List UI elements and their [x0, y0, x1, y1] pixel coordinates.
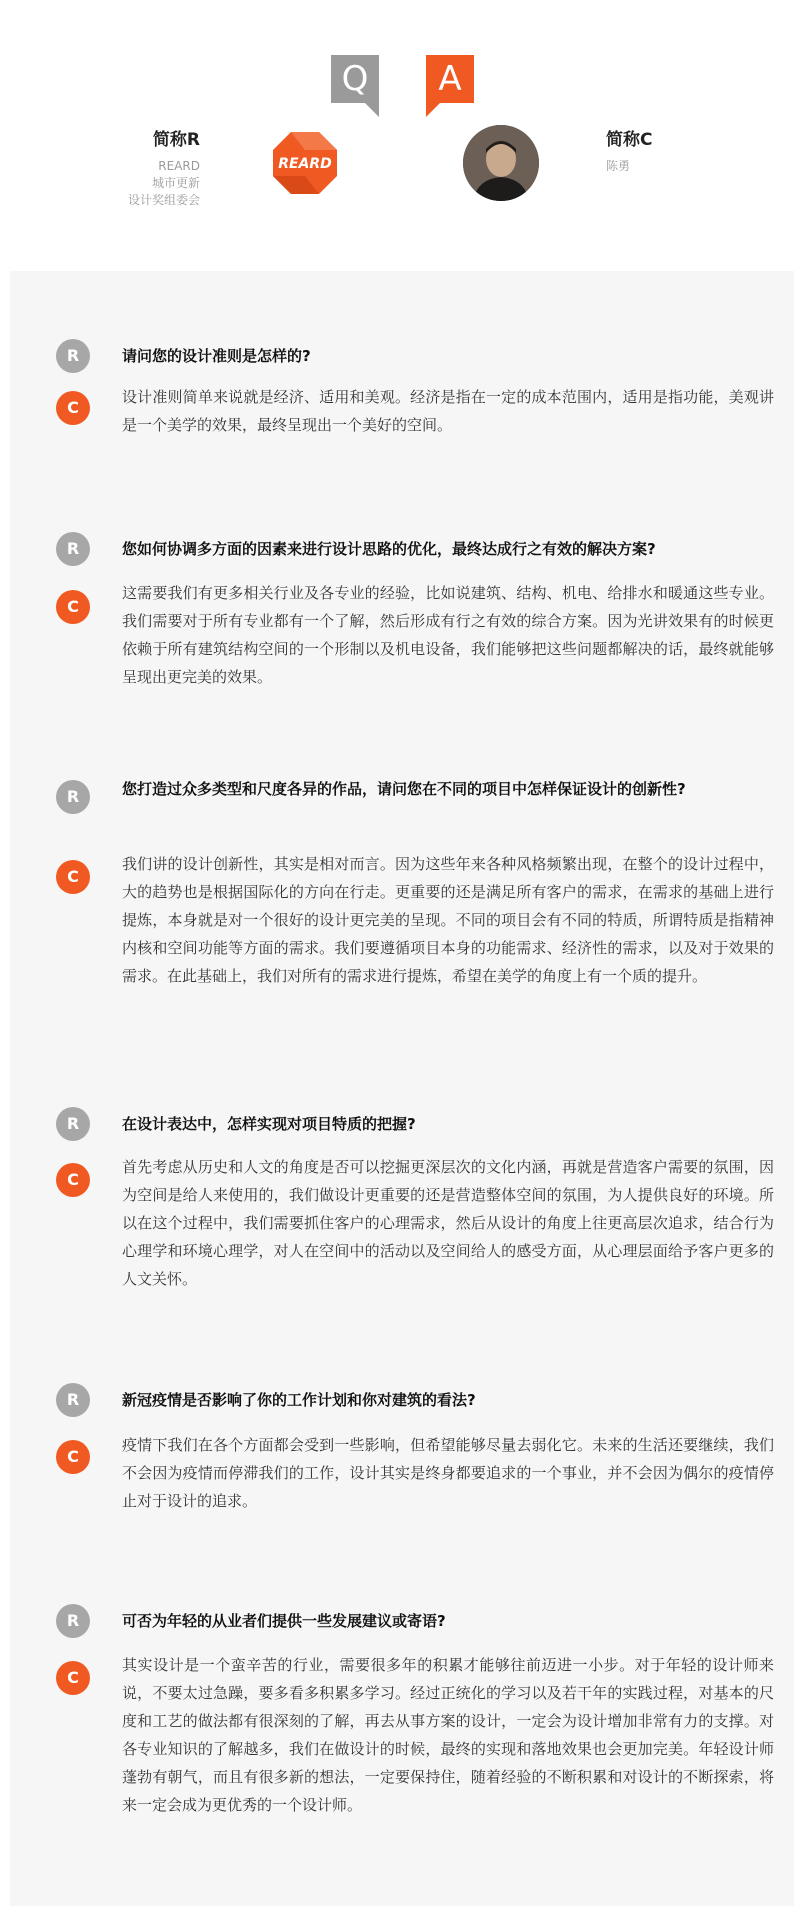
interviewer-org-line1: 城市更新 — [151, 176, 200, 190]
answer-text: 其实设计是一个蛮辛苦的行业，需要很多年的积累才能够往前迈进一小步。对于年轻的设计师来说，不要太过急躁，要多看多积累多学习。经过正统化的学习以及若干年的实践过程，对基本的尺度和工艺的做法都有很深刻的了解，再去从事方案的设计，一定会为设计增加非常有力的支撑。对各专业知识的了解越多，我们在做设计的时候，最终的实现和落地效果也会更加完美。年轻设计师蓬勃有朝气，而且有很多新的想法，一定要保持住，随着经验的不断积累和对设计的不断探索，将来一定会成为更优秀的一个设计师。 — [122, 1656, 774, 1814]
answer-text: 我们讲的设计创新性，其实是相对而言。因为这些年来各种风格频繁出现，在整个的设计过程中，大的趋势也是根据国际化的方向在行走。更重要的还是满足所有客户的需求，在需求的基础上进行提炼，本身就是对一个很好的设计更完美的呈现。不同的项目会有不同的特质，所谓特质是指精神内核和空间功能等方面的需求。我们要遵循项目本身的功能需求、经济性的需求，以及对于效果的需求。在此基础上，我们对所有的需求进行提炼，希望在美学的角度上有一个质的提升。 — [122, 855, 774, 985]
answer-marker: C — [56, 1661, 90, 1695]
question-marker: R — [56, 780, 90, 814]
question-text: 您如何协调多方面的因素来进行设计思路的优化，最终达成行之有效的解决方案? — [122, 540, 656, 558]
question-text: 您打造过众多类型和尺度各异的作品，请问您在不同的项目中怎样保证设计的创新性? — [122, 780, 686, 798]
answer-marker: C — [56, 391, 90, 425]
question-text: 可否为年轻的从业者们提供一些发展建议或寄语? — [122, 1612, 446, 1630]
answer-marker: C — [56, 1163, 90, 1197]
answer-text: 首先考虑从历史和人文的角度是否可以挖掘更深层次的文化内涵，再就是营造客户需要的氛围，因为空间是给人来使用的，我们做设计更重要的还是营造整体空间的氛围，为人提供良好的环境。所以在这个过程中，我们需要抓住客户的心理需求，然后从设计的角度上往更高层次追求，结合行为心理学和环境心理学，对人在空间中的活动以及空间给人的感受方面，从心理层面给予客户更多的人文关怀。 — [122, 1158, 774, 1288]
interviewee-name: 简称C — [606, 130, 653, 150]
question-marker: R — [56, 1604, 90, 1638]
reard-logo-text: REARD — [278, 156, 332, 172]
answer-text: 疫情下我们在各个方面都会受到一些影响，但希望能够尽量去弱化它。未来的生活还要继续，我们不会因为疫情而停滞我们的工作，设计其实是终身都要追求的一个事业，并不会因为偶尔的疫情停止对于设计的追求。 — [122, 1436, 774, 1510]
question-marker: R — [56, 1383, 90, 1417]
interviewer-name: 简称R — [152, 130, 200, 150]
answer-marker: C — [56, 860, 90, 894]
question-marker: R — [56, 532, 90, 566]
interviewer-org-en: REARD — [158, 159, 200, 173]
question-text: 在设计表达中，怎样实现对项目特质的把握? — [122, 1115, 416, 1133]
a-badge: A — [426, 55, 474, 103]
reard-logo — [271, 130, 339, 196]
q-badge: Q — [331, 55, 379, 103]
answer-text: 设计准则简单来说就是经济、适用和美观。经济是指在一定的成本范围内，适用是指功能，美观讲是一个美学的效果，最终呈现出一个美好的空间。 — [122, 388, 774, 434]
interviewee-info — [606, 128, 766, 175]
question-text: 请问您的设计准则是怎样的? — [122, 347, 311, 365]
answer-marker: C — [56, 590, 90, 624]
question-text: 新冠疫情是否影响了你的工作计划和你对建筑的看法? — [122, 1391, 476, 1409]
interview-header — [0, 0, 802, 270]
answer-text: 这需要我们有更多相关行业及各专业的经验，比如说建筑、结构、机电、给排水和暖通这些专业。我们需要对于所有专业都有一个了解，然后形成有行之有效的综合方案。因为光讲效果有的时候更依赖于所有建筑结构空间的一个形制以及机电设备，我们能够把这些问题都解决的话，最终就能够呈现出更完美的效果。 — [122, 584, 774, 686]
question-marker: R — [56, 339, 90, 373]
interviewee-person: 陈勇 — [606, 159, 631, 173]
answer-marker: C — [56, 1440, 90, 1474]
question-marker: R — [56, 1107, 90, 1141]
portrait-icon — [463, 125, 539, 201]
qa-panel — [10, 271, 794, 1906]
interviewer-info — [60, 128, 200, 209]
interviewer-org-line2: 设计奖组委会 — [127, 193, 200, 207]
avatar — [463, 125, 539, 201]
